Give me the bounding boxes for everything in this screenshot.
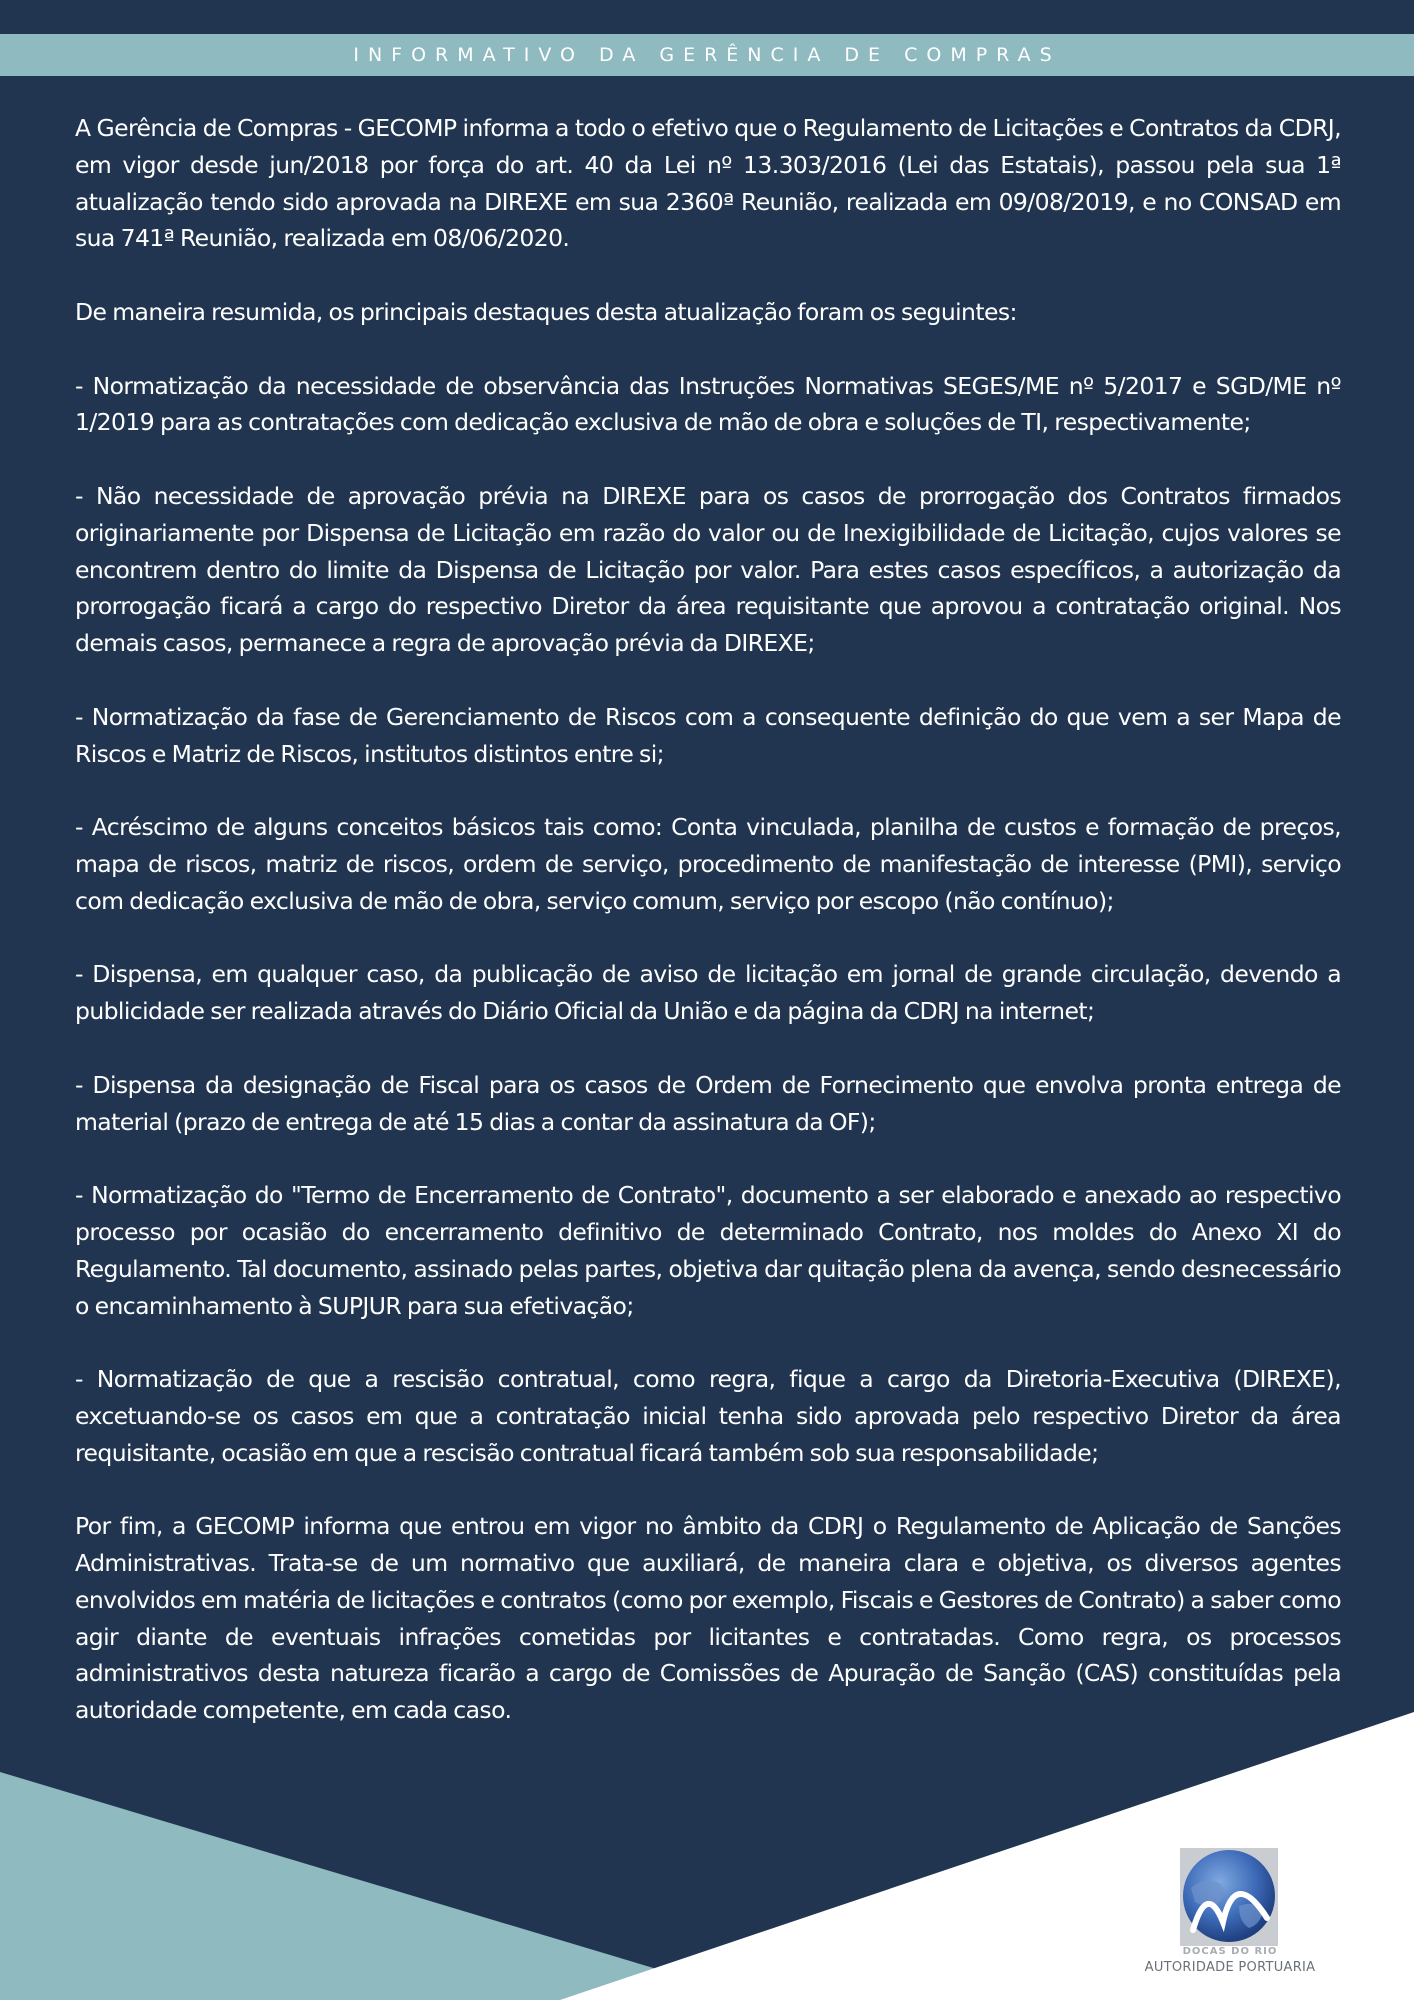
paragraph-item-conceitos: - Acréscimo de alguns conceitos básicos tais como: Conta vinculada, planilha de custos e formação de preços, mapa de riscos, matriz de riscos, ordem de serviço, procedimento de manifestação de interesse (PMI), serviço com dedicação exclusiva de mão de obra, serviço comum, serviço por escopo (não contínuo); <box>75 813 1341 915</box>
paragraph-item-rescisao: - Normatização de que a rescisão contratual, como regra, fique a cargo da Diretoria-Executiva (DIREXE), excetuando-se os casos em que a contratação inicial tenha sido aprovada pelo respectivo Diretor da área requisitante, ocasião em que a rescisão contratual ficará também sob sua responsabilidade; <box>75 1365 1341 1467</box>
logo-brand-text: DOCAS DO RIO <box>1182 1946 1278 1957</box>
paragraph-summary-lead: De maneira resumida, os principais destaques desta atualização foram os seguintes: <box>75 297 1017 326</box>
teal-corner-shape <box>0 1772 760 2000</box>
paragraph-item-riscos: - Normatização da fase de Gerenciamento de Riscos com a consequente definição do que vem a ser Mapa de Riscos e Matriz de Riscos, institutos distintos entre si; <box>75 702 1341 768</box>
docas-do-rio-logo <box>1135 1848 1325 1978</box>
logo-subtitle: AUTORIDADE PORTUARIA <box>1144 1960 1316 1975</box>
paragraph-item-publicacao: - Dispensa, em qualquer caso, da publicação de aviso de licitação em jornal de grande circulação, devendo a publicidade ser realizada através do Diário Oficial da União e da página da CDRJ na internet; <box>75 960 1341 1026</box>
paragraph-item-instrucoes: - Normatização da necessidade de observância das Instruções Normativas SEGES/ME nº 5/2017 e SGD/ME nº 1/2019 para as contratações com dedicação exclusiva de mão de obra e soluções de TI, respectivamente; <box>75 371 1341 437</box>
paragraph-intro: A Gerência de Compras - GECOMP informa a todo o efetivo que o Regulamento de Licitações e Contratos da CDRJ, em vigor desde jun/2018 por força do art. 40 da Lei nº 13.303/2016 (Lei das Estatais), passou pela sua 1ª atualização tendo sido aprovada na DIREXE em sua 2360ª Reunião, realizada em 09/08/2019, e no CONSAD em sua 741ª Reunião, realizada em 08/06/2020. <box>75 114 1341 253</box>
paragraph-item-fiscal: - Dispensa da designação de Fiscal para os casos de Ordem de Fornecimento que envolva pronta entrega de material (prazo de entrega de até 15 dias a contar da assinatura da OF); <box>75 1070 1341 1136</box>
header-title: INFORMATIVO DA GERÊNCIA DE COMPRAS <box>353 44 1061 66</box>
paragraph-item-encerramento: - Normatização do "Termo de Encerramento de Contrato", documento a ser elaborado e anexado ao respectivo processo por ocasião do encerramento definitivo de determinado Contrato, nos moldes do Anexo XI do Regulamento. Tal documento, assinado pelas partes, objetiva dar quitação plena da avença, sendo desnecessário o encaminhamento à SUPJUR para sua efetivação; <box>75 1181 1341 1320</box>
paragraph-conclusion: Por fim, a GECOMP informa que entrou em vigor no âmbito da CDRJ o Regulamento de Aplicação de Sanções Administrativas. Trata-se de um normativo que auxiliará, de maneira clara e objetiva, os diversos agentes envolvidos em matéria de licitações e contratos (como por exemplo, Fiscais e Gestores de Contrato) a saber como agir diante de eventuais infrações cometidas por licitantes e contratadas. Como regra, os processos administrativos desta natureza ficarão a cargo de Comissões de Apuração de Sanção (CAS) constituídas pela autoridade competente, em cada caso. <box>75 1512 1341 1725</box>
paragraph-item-prorrogacao: - Não necessidade de aprovação prévia na DIREXE para os casos de prorrogação dos Contratos firmados originariamente por Dispensa de Licitação em razão do valor ou de Inexigibilidade de Licitação, cujos valores se encontrem dentro do limite da Dispensa de Licitação por valor. Para estes casos específicos, a autorização da prorrogação ficará a cargo do respectivo Diretor da área requisitante que aprovou a contratação original. Nos demais casos, permanece a regra de aprovação prévia da DIREXE; <box>75 481 1341 658</box>
globe-icon <box>1135 1848 1325 1948</box>
body-text <box>75 110 1341 1766</box>
